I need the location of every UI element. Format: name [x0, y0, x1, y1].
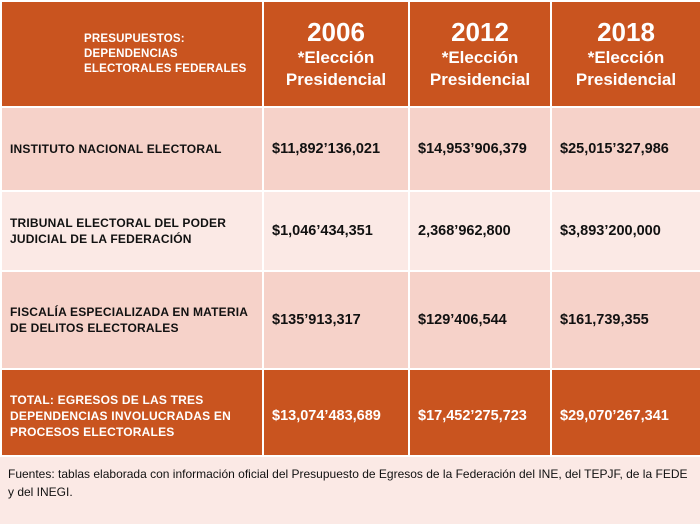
row-label: TRIBUNAL ELECTORAL DEL PODER JUDICIAL DE LA FEDERACIÓN: [10, 216, 227, 246]
table-header-row: [1, 1, 700, 107]
column-year: 2006: [307, 17, 365, 47]
header-column-2012: [409, 1, 551, 107]
value-cell: [551, 271, 700, 369]
header-column-2018: [551, 1, 700, 107]
row-label-cell: [1, 369, 263, 463]
value-2018: $161,739,355: [560, 312, 649, 328]
column-note-line2: Presidencial: [285, 70, 387, 89]
value-cell: [409, 369, 551, 463]
value-2006: $135’913,317: [272, 312, 361, 328]
value-2018: $3,893’200,000: [560, 223, 661, 239]
value-cell: [409, 191, 551, 271]
row-label-cell: [1, 107, 263, 191]
table-row-total: [1, 369, 700, 463]
column-note-line2: Presidencial: [575, 70, 677, 89]
value-cell: [551, 369, 700, 463]
column-year: 2018: [597, 17, 655, 47]
column-note-line1: *Elección: [587, 48, 665, 67]
column-note-line2: Presidencial: [429, 70, 531, 89]
total-label: TOTAL: EGRESOS DE LAS TRES DEPENDENCIAS INVOLUCRADAS EN PROCESOS ELECTORALES: [10, 393, 231, 439]
value-2018: $25,015’327,986: [560, 141, 669, 157]
header-column-2006: [263, 1, 409, 107]
source-footer: [0, 455, 700, 524]
value-cell: [409, 107, 551, 191]
total-2006: $13,074’483,689: [272, 408, 381, 424]
row-label-cell: [1, 191, 263, 271]
value-cell: [263, 191, 409, 271]
value-cell: [551, 107, 700, 191]
value-2006: $11,892’136,021: [272, 141, 381, 157]
column-note-line1: *Elección: [441, 48, 519, 67]
column-year: 2012: [451, 17, 509, 47]
row-label: FISCALÍA ESPECIALIZADA EN MATERIA DE DELITOS ELECTORALES: [10, 305, 248, 335]
source-note: Fuentes: tablas elaborada con información oficial del Presupuesto de Egresos de la Federación del INE, del TEPJF, de la FEDE y del INEGI.: [8, 467, 688, 499]
table-row-fepade: [1, 271, 700, 369]
value-cell: [409, 271, 551, 369]
row-label-cell: [1, 271, 263, 369]
value-cell: [263, 107, 409, 191]
header-title: PRESUPUESTOS: DEPENDENCIAS ELECTORALES FEDERALES: [84, 32, 247, 75]
header-title-cell: [1, 1, 263, 107]
value-cell: [551, 191, 700, 271]
value-cell: [263, 271, 409, 369]
row-label: INSTITUTO NACIONAL ELECTORAL: [10, 142, 222, 156]
value-2012: $129’406,544: [418, 312, 507, 328]
total-2018: $29,070’267,341: [560, 408, 669, 424]
value-cell: [263, 369, 409, 463]
value-2006: $1,046’434,351: [272, 223, 373, 239]
table-row-tepjf: [1, 191, 700, 271]
column-note-line1: *Elección: [297, 48, 375, 67]
total-2012: $17,452’275,723: [418, 408, 527, 424]
value-2012: $14,953’906,379: [418, 141, 527, 157]
value-2012: 2,368’962,800: [418, 223, 511, 239]
table-row-ine: [1, 107, 700, 191]
